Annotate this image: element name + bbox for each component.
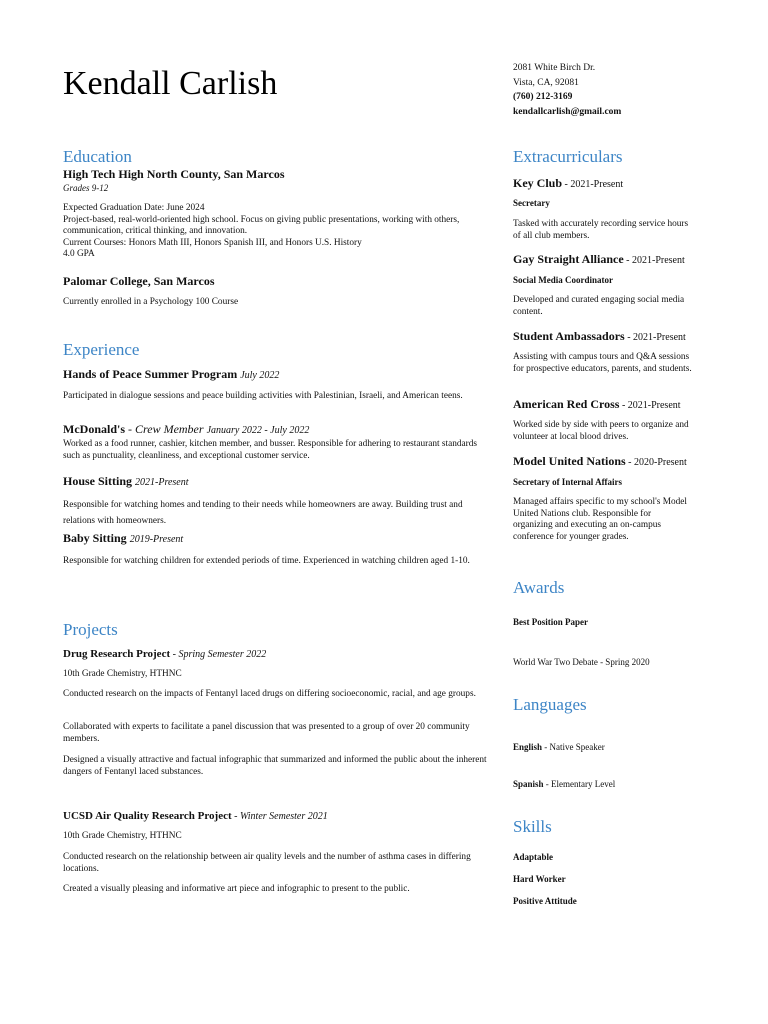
activity-title-row xyxy=(513,397,693,413)
experience-desc: Participated in dialogue sessions and peace building activities with Palestinian, Israeli, and American teens. xyxy=(63,391,463,401)
school-name: High Tech High North County, San Marcos xyxy=(63,167,285,181)
experience-title-row xyxy=(63,367,493,383)
school-detail-line: Currently enrolled in a Psychology 100 Course xyxy=(63,297,239,307)
activity-desc: Tasked with accurately recording service hours of all club members. xyxy=(513,219,689,241)
email: kendallcarlish@gmail.com xyxy=(513,106,622,117)
activity-date: - 2021-Present xyxy=(624,332,686,343)
education-heading: Education xyxy=(63,147,132,166)
experience-title: House Sitting xyxy=(63,474,133,488)
school-detail-line: 4.0 GPA xyxy=(63,249,95,260)
experience-title: Baby Sitting xyxy=(63,531,127,545)
language-item xyxy=(513,779,693,790)
activity-date: - 2021-Present xyxy=(619,400,681,411)
activity-title: Gay Straight Alliance xyxy=(513,252,624,266)
experience-role: - Crew Member xyxy=(125,422,204,436)
project-title: Drug Research Project xyxy=(63,648,171,660)
experience-desc: Worked as a food runner, cashier, kitchen member, and busser. Responsible for adhering to restaurant standards such as punctuality, cleanliness, and exceptional customer service. xyxy=(63,439,478,461)
project-bullet: Collaborated with experts to facilitate a panel discussion that was presented to a group of over 20 community members. xyxy=(63,722,470,744)
experience-date: July 2022 xyxy=(240,370,280,381)
language-item xyxy=(513,742,693,753)
activity-title: Student Ambassadors xyxy=(513,329,625,343)
experience-desc: Responsible for watching children for extended periods of time. Experienced in watching children aged 1-10. xyxy=(63,556,470,566)
skills-heading: Skills xyxy=(513,817,552,836)
activity-desc: Assisting with campus tours and Q&A sessions for prospective educators, parents, and students. xyxy=(513,352,692,374)
projects-heading: Projects xyxy=(63,620,118,639)
language-level: - Native Speaker xyxy=(542,742,605,752)
activity-desc: Developed and curated engaging social media content. xyxy=(513,295,685,317)
activity-role: Secretary of Internal Affairs xyxy=(513,477,623,487)
experience-date: January 2022 - July 2022 xyxy=(206,425,310,436)
activity-date: - 2020-Present xyxy=(625,457,687,468)
experience-title-row xyxy=(63,422,493,438)
resume-name: Kendall Carlish xyxy=(63,65,278,102)
phone: (760) 212-3169 xyxy=(513,92,573,102)
award-item: World War Two Debate - Spring 2020 xyxy=(513,657,650,667)
project-title: UCSD Air Quality Research Project xyxy=(63,810,232,822)
address-line-1: 2081 White Birch Dr. xyxy=(513,63,596,73)
activity-title-row xyxy=(513,329,693,345)
skill-item: Adaptable xyxy=(513,852,554,862)
school-detail-line: Current Courses: Honors Math III, Honors Spanish III, and Honors U.S. History xyxy=(63,237,362,248)
languages-heading: Languages xyxy=(513,695,587,714)
experience-desc: Responsible for watching homes and tending to their needs while homeowners are away. Building trust and relations with homeowners. xyxy=(63,500,463,526)
activity-title: American Red Cross xyxy=(513,397,620,411)
extracurriculars-heading: Extracurriculars xyxy=(513,147,623,166)
project-title-row: Drug Research Project - Spring Semester 2022 xyxy=(63,648,267,660)
school-detail-line: Project-based, real-world-oriented high school. Focus on giving public presentations, working with others, communication, critical thinking, and innovation. xyxy=(63,214,460,237)
project-course: 10th Grade Chemistry, HTHNC xyxy=(63,669,182,679)
project-date: Spring Semester 2022 xyxy=(178,649,267,660)
school-detail-line: Expected Graduation Date: June 2024 xyxy=(63,203,205,213)
experience-title-row xyxy=(63,474,493,490)
activity-date: - 2021-Present xyxy=(623,255,685,266)
activity-title: Model United Nations xyxy=(513,454,626,468)
experience-date: 2019-Present xyxy=(129,534,184,545)
project-bullet: Conducted research on the impacts of Fentanyl laced drugs on differing socioeconomic, racial, and age groups. xyxy=(63,689,476,699)
experience-heading: Experience xyxy=(63,340,140,359)
skill-item: Positive Attitude xyxy=(513,896,577,906)
project-bullet: Created a visually pleasing and informative art piece and infographic to present to the public. xyxy=(63,884,410,894)
language-level: - Elementary Level xyxy=(543,779,616,789)
project-bullet: Conducted research on the relationship between air quality levels and the number of asthma cases in differing locations. xyxy=(63,852,471,874)
contact-block xyxy=(513,61,621,119)
experience-title: McDonald's xyxy=(63,422,126,436)
school-name: Palomar College, San Marcos xyxy=(63,274,215,288)
address-line-2: Vista, CA, 92081 xyxy=(513,77,579,88)
award-item: Best Position Paper xyxy=(513,617,588,627)
activity-role: Secretary xyxy=(513,198,550,208)
project-bullet: Designed a visually attractive and factual infographic that summarized and informed the public about the inherent dangers of Fentanyl laced substances. xyxy=(63,755,487,777)
activity-title-row xyxy=(513,252,693,268)
school-details xyxy=(63,203,493,261)
skill-item: Hard Worker xyxy=(513,874,566,884)
awards-heading: Awards xyxy=(513,578,565,597)
activity-desc: Managed affairs specific to my school's Model United Nations club. Responsible for organizing and executing an on-campus conference for younger grades. xyxy=(513,497,687,542)
activity-date: - 2021-Present xyxy=(562,179,624,190)
language-name: English xyxy=(513,742,543,752)
project-title-row: UCSD Air Quality Research Project - Winter Semester 2021 xyxy=(63,810,328,822)
language-name: Spanish xyxy=(513,779,544,789)
activity-title-row xyxy=(513,176,693,192)
activity-title-row xyxy=(513,454,693,470)
activity-title: Key Club xyxy=(513,176,563,190)
activity-role: Social Media Coordinator xyxy=(513,275,613,285)
experience-title: Hands of Peace Summer Program xyxy=(63,367,238,381)
experience-date: 2021-Present xyxy=(135,477,189,488)
activity-desc: Worked side by side with peers to organize and volunteer at local blood drives. xyxy=(513,420,689,442)
school-grades: Grades 9-12 xyxy=(63,183,109,193)
project-date: Winter Semester 2021 xyxy=(240,811,328,822)
project-course: 10th Grade Chemistry, HTHNC xyxy=(63,831,182,841)
experience-title-row xyxy=(63,531,493,547)
